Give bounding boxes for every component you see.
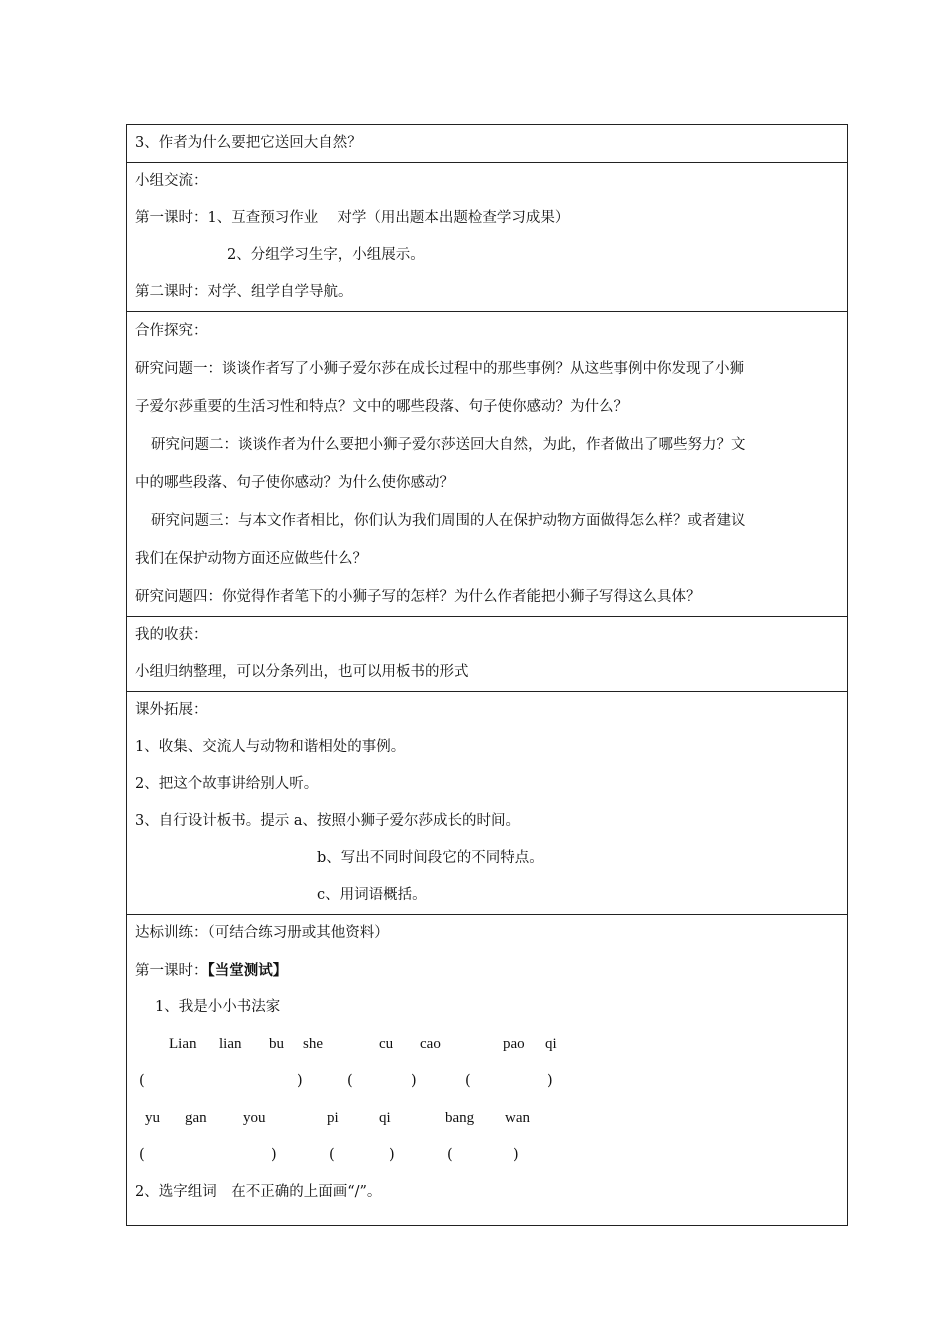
gain-heading: 我的收获： <box>135 627 208 643</box>
group-exchange-cell <box>127 162 847 311</box>
bracket-open: ( <box>347 1073 353 1089</box>
pinyin-word: bang <box>445 1110 475 1126</box>
coop-line-1: 研究问题一：谈谈作者写了小狮子爱尔莎在成长过程中的那些事例？从这些事例中你发现了小狮 <box>135 361 744 377</box>
bracket-close: ) <box>389 1147 395 1163</box>
extend-heading: 课外拓展： <box>135 702 208 718</box>
pinyin-word: gan <box>185 1110 207 1126</box>
bracket-open: ( <box>329 1147 335 1163</box>
bracket-open: ( <box>139 1147 145 1163</box>
pinyin-row-2 <box>135 1100 839 1137</box>
train-heading: 达标训练：（可结合练习册或其他资料） <box>135 925 389 941</box>
pinyin-word: cao <box>420 1036 441 1052</box>
answer-brackets-row-2 <box>135 1137 839 1174</box>
extension-cell <box>127 691 847 914</box>
gain-text: 小组归纳整理，可以分条列出，也可以用板书的形式 <box>135 664 469 680</box>
bracket-open: ( <box>465 1073 471 1089</box>
group-line-2: 2、分组学习生字，小组展示。 <box>227 247 425 263</box>
question-3: 3、作者为什么要把它送回大自然？ <box>135 135 362 151</box>
coop-line-3: 研究问题二：谈谈作者为什么要把小狮子爱尔莎送回大自然，为此，作者做出了哪些努力？文 <box>151 437 746 453</box>
coop-line-4: 中的哪些段落、句子使你感动？为什么使你感动？ <box>135 475 454 491</box>
coop-line-2: 子爱尔莎重要的生活习性和特点？文中的哪些段落、句子使你感动？为什么？ <box>135 399 628 415</box>
bracket-open: ( <box>139 1073 145 1089</box>
bracket-close: ) <box>411 1073 417 1089</box>
extend-line-2: 2、把这个故事讲给别人听。 <box>135 776 319 792</box>
bracket-close: ) <box>513 1147 519 1163</box>
train-item-2: 2、选字组词 在不正确的上面画“/”。 <box>135 1184 382 1200</box>
pinyin-word: she <box>303 1036 323 1052</box>
pinyin-word: bu <box>269 1036 284 1052</box>
train-test: 【当堂测试】 <box>207 962 288 979</box>
extend-line-3: 3、自行设计板书。提示 a、按照小狮子爱尔莎成长的时间。 <box>135 813 520 829</box>
coop-line-6: 我们在保护动物方面还应做些什么？ <box>135 551 367 567</box>
my-gain-cell <box>127 616 847 691</box>
coop-heading: 合作探究： <box>135 323 208 339</box>
train-lesson-line <box>135 952 839 989</box>
bracket-open: ( <box>447 1147 453 1163</box>
lesson-table <box>126 124 848 1226</box>
pinyin-word: pi <box>327 1110 339 1126</box>
pinyin-word: qi <box>545 1036 557 1052</box>
extend-line-4: b、写出不同时间段它的不同特点。 <box>317 850 544 866</box>
pinyin-word: qi <box>379 1110 391 1126</box>
bracket-close: ) <box>271 1147 277 1163</box>
group-line-3: 第二课时：对学、组学自学导航。 <box>135 284 353 300</box>
group-line-1: 第一课时：1、互查预习作业 对学（用出题本出题检查学习成果） <box>135 210 570 226</box>
pinyin-row-1 <box>135 1026 839 1063</box>
cooperative-inquiry-cell <box>127 311 847 616</box>
train-lesson: 第一课时： <box>135 963 208 979</box>
pinyin-word: cu <box>379 1036 394 1052</box>
coop-line-5: 研究问题三：与本文作者相比，你们认为我们周围的人在保护动物方面做得怎么样？或者建议 <box>151 513 746 529</box>
pinyin-word: lian <box>219 1036 242 1052</box>
training-cell <box>127 914 847 1225</box>
pinyin-word: wan <box>505 1110 530 1126</box>
pinyin-word: Lian <box>169 1036 197 1052</box>
train-item-1: 1、我是小小书法家 <box>155 999 281 1015</box>
extend-line-1: 1、收集、交流人与动物和谐相处的事例。 <box>135 739 406 755</box>
extend-line-5: c、用词语概括。 <box>317 887 427 903</box>
answer-brackets-row-1 <box>135 1063 839 1100</box>
pinyin-word: yu <box>145 1110 160 1126</box>
bracket-close: ) <box>547 1073 553 1089</box>
question-3-cell <box>127 125 847 162</box>
group-exchange-heading: 小组交流： <box>135 173 208 189</box>
coop-line-7: 研究问题四：你觉得作者笔下的小狮子写的怎样？为什么作者能把小狮子写得这么具体？ <box>135 589 701 605</box>
pinyin-word: pao <box>503 1036 525 1052</box>
pinyin-word: you <box>243 1110 266 1126</box>
bracket-close: ) <box>297 1073 303 1089</box>
